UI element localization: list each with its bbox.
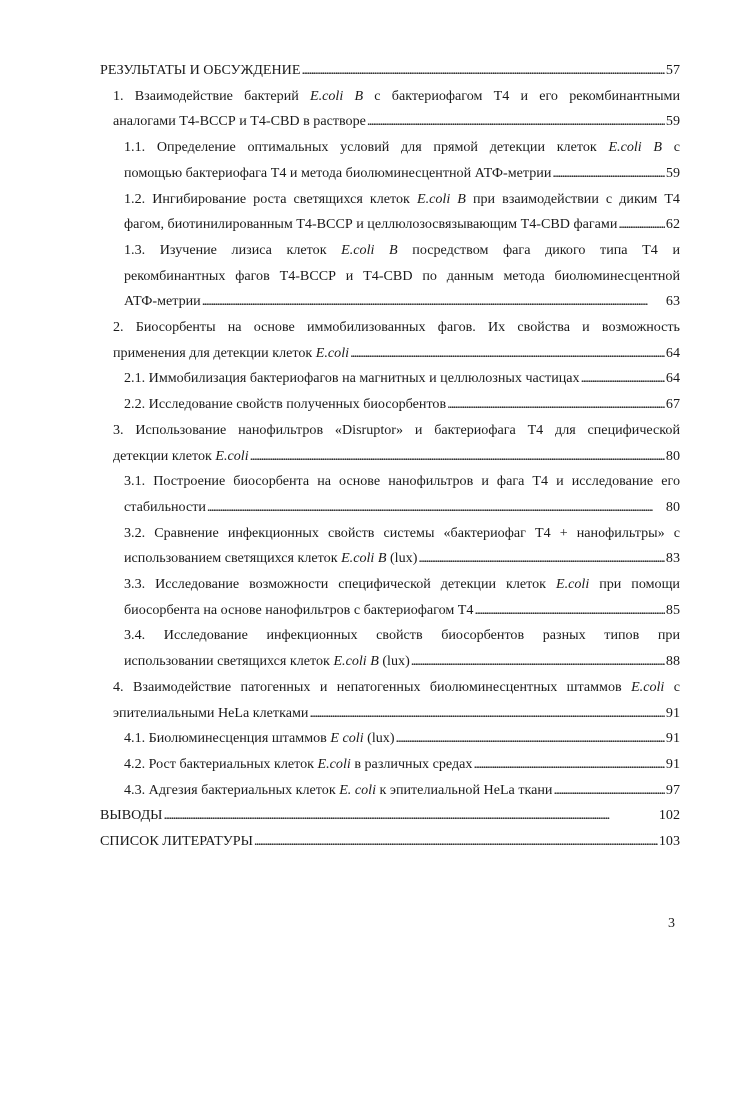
toc-page-number: 64 <box>665 370 680 387</box>
toc-entry-title: стабильности <box>124 498 206 515</box>
dot-leader <box>202 289 665 315</box>
dot-leader <box>309 701 664 727</box>
toc-page-number: 63 <box>665 293 680 310</box>
toc-entry[interactable] <box>113 675 680 726</box>
toc-page-number: 88 <box>665 653 680 670</box>
table-of-contents <box>100 58 681 855</box>
dot-leader <box>163 803 657 829</box>
toc-entry-line: 3.2. Сравнение инфекционных свойств системы «бактериофаг Т4 + нанофильтры» с <box>124 524 680 541</box>
toc-page-number: 80 <box>665 447 680 464</box>
toc-entry-title: РЕЗУЛЬТАТЫ И ОБСУЖДЕНИЕ <box>100 62 301 78</box>
dot-leader <box>581 366 665 392</box>
toc-entry-line: 4. Взаимодействие патогенных и непатогенных биолюминесцентных штаммов E.coli с <box>113 678 681 695</box>
toc-entry-title: биосорбента на основе нанофильтров с бактериофагом Т4 <box>124 601 474 618</box>
dot-leader <box>553 778 664 804</box>
dot-leader <box>396 726 665 752</box>
dot-leader <box>250 444 665 470</box>
toc-entry-line: 1.3. Изучение лизиса клеток E.coli B посредством фага дикого типа Т4 и <box>124 241 680 258</box>
dot-leader <box>447 392 665 418</box>
page-number: 3 <box>668 916 675 931</box>
toc-page-number: 64 <box>665 344 680 361</box>
dot-leader <box>618 212 665 238</box>
toc-entry-title: эпителиальными HeLa клетками <box>113 704 309 721</box>
toc-page-number: 91 <box>665 755 680 772</box>
toc-entry[interactable] <box>113 418 680 469</box>
toc-entry-title: фагом, биотинилированным Т4-ВССР и целлюлозосвязывающим Т4-CBD фагами <box>124 216 618 233</box>
toc-entry[interactable] <box>113 315 680 366</box>
toc-entry-title: применения для детекции клеток E.coli <box>113 344 350 361</box>
toc-entry-line: 3.3. Исследование возможности специфической детекции клеток E.coli при помощи <box>124 576 680 593</box>
toc-page-number: 59 <box>665 164 680 181</box>
toc-entry[interactable] <box>124 469 680 520</box>
toc-page-number: 91 <box>665 730 680 747</box>
toc-entry[interactable] <box>100 58 680 84</box>
toc-entry-line: 3.1. Построение биосорбента на основе нанофильтров и фага Т4 и исследование его <box>124 473 680 490</box>
toc-entry-title: использовании светящихся клеток E.coli B (lux) <box>124 653 410 670</box>
toc-entry[interactable] <box>113 84 680 135</box>
toc-entry[interactable] <box>124 623 680 674</box>
toc-entry[interactable] <box>100 829 680 855</box>
toc-entry-line: 1.2. Ингибирование роста светящихся клеток E.coli B при взаимодействии с диким Т4 <box>124 190 680 207</box>
toc-entry-title: 2.1. Иммобилизация бактериофагов на магнитных и целлюлозных частицах <box>124 370 580 387</box>
toc-entry[interactable] <box>124 366 680 392</box>
dot-leader <box>301 58 664 84</box>
dot-leader <box>254 829 658 855</box>
toc-page-number: 67 <box>665 396 680 413</box>
toc-entry[interactable] <box>124 135 680 186</box>
toc-entry-line: 2. Биосорбенты на основе иммобилизованных фагов. Их свойства и возможность <box>113 319 680 336</box>
toc-entry-title: 4.1. Биолюминесценция штаммов E coli (lux) <box>124 730 395 747</box>
toc-page-number: 80 <box>665 498 680 515</box>
toc-page-number: 85 <box>665 601 680 618</box>
toc-entry-line: 3.4. Исследование инфекционных свойств биосорбентов разных типов при <box>124 627 680 644</box>
toc-page-number: 103 <box>658 833 680 850</box>
toc-entry-title: 4.3. Адгезия бактериальных клеток E. coli к эпителиальной HeLa ткани <box>124 781 553 798</box>
toc-entry[interactable] <box>124 187 680 238</box>
toc-entry[interactable] <box>100 803 680 829</box>
toc-entry[interactable] <box>124 392 680 418</box>
toc-entry-line: 1.1. Определение оптимальных условий для прямой детекции клеток E.coli B с <box>124 139 680 156</box>
toc-entry-title: 2.2. Исследование свойств полученных биосорбентов <box>124 396 447 413</box>
toc-entry-title: детекции клеток E.coli <box>113 447 249 464</box>
toc-entry-title: СПИСОК ЛИТЕРАТУРЫ <box>100 833 253 850</box>
dot-leader <box>474 598 664 624</box>
toc-page-number: 97 <box>665 781 680 798</box>
toc-entry-title: аналогами Т4-ВССР и Т4-CBD в растворе <box>113 113 366 130</box>
dot-leader <box>207 495 665 521</box>
toc-page-number: 59 <box>665 113 680 130</box>
toc-entry[interactable] <box>124 238 680 315</box>
toc-entry-line: рекомбинантных фагов Т4-ВССР и Т4-CBD по данным метода биолюминесцентной <box>124 267 680 284</box>
toc-page-number: 102 <box>658 807 680 824</box>
toc-page-number: 62 <box>665 216 680 233</box>
toc-entry-title: АТФ-метрии <box>124 293 201 310</box>
toc-entry-title: использованием светящихся клеток E.coli B (lux) <box>124 550 418 567</box>
toc-entry-line: 3. Использование нанофильтров «Disruptor» и бактериофага Т4 для специфической <box>113 421 680 438</box>
toc-entry[interactable] <box>124 778 680 804</box>
dot-leader <box>350 341 665 367</box>
dot-leader <box>418 546 665 572</box>
toc-entry[interactable] <box>124 752 680 778</box>
toc-entry-title: ВЫВОДЫ <box>100 807 163 824</box>
dot-leader <box>411 649 665 675</box>
toc-page-number: 83 <box>665 550 680 567</box>
toc-entry-title: помощью бактериофага Т4 и метода биолюминесцентной АТФ-метрии <box>124 164 552 181</box>
dot-leader <box>367 109 665 135</box>
toc-entry[interactable] <box>124 726 680 752</box>
toc-page-number: 57 <box>665 62 680 78</box>
toc-page-number: 91 <box>665 704 680 721</box>
toc-entry[interactable] <box>124 521 680 572</box>
toc-entry[interactable] <box>124 572 680 623</box>
toc-entry-line: 1. Взаимодействие бактерий E.coli B с бактериофагом Т4 и его рекомбинантными <box>113 87 681 104</box>
dot-leader <box>473 752 664 778</box>
dot-leader <box>552 161 665 187</box>
toc-entry-title: 4.2. Рост бактериальных клеток E.coli в различных средах <box>124 755 473 772</box>
